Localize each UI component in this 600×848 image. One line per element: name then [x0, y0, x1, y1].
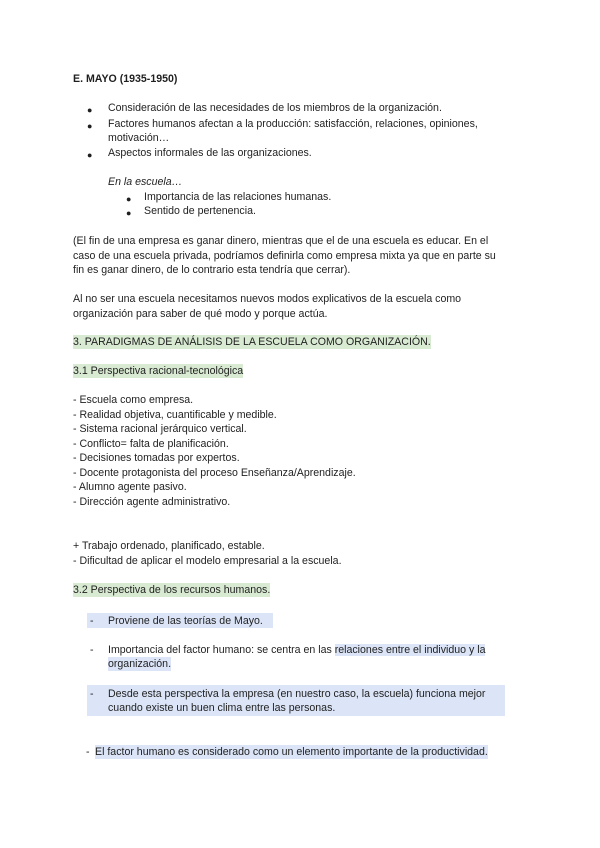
paragraph-line: (El fin de una empresa es ganar dinero, mientras que el de una escuela es educar. En el — [73, 235, 489, 247]
list-item: - Escuela como empresa. — [73, 394, 194, 406]
list-item: Proviene de las teorías de Mayo. — [108, 615, 263, 627]
list-item: - Decisiones tomadas por expertos. — [73, 452, 240, 464]
final-prefix: - — [86, 746, 90, 758]
pros-item: + Trabajo ordenado, planificado, estable. — [73, 540, 265, 552]
list-item: - Conflicto= falta de planificación. — [73, 438, 229, 450]
paragraph-line: caso de una escuela privada, podríamos definirla como empresa mixta ya que en parte su — [73, 250, 496, 262]
subsection-heading: 3.2 Perspectiva de los recursos humanos. — [73, 584, 271, 596]
list-item — [108, 643, 485, 657]
paragraph-line: organización para saber de qué modo y porque actúa. — [73, 308, 328, 320]
cons-item: - Dificultad de aplicar el modelo empresarial a la escuela. — [73, 555, 342, 567]
section-title: E. MAYO (1935-1950) — [73, 73, 178, 85]
sub-bullet-text: Sentido de pertenencia. — [144, 205, 256, 217]
list-item: - Realidad objetiva, cuantificable y medible. — [73, 409, 277, 421]
dash-marker: - — [90, 615, 94, 627]
list-item: - Sistema racional jerárquico vertical. — [73, 423, 247, 435]
dash-marker: - — [90, 644, 94, 656]
sub-bullet-icon: ● — [126, 208, 132, 218]
bullet-icon: ● — [87, 121, 93, 131]
sub-bullet-text: Importancia de las relaciones humanas. — [144, 191, 332, 203]
list-item: - Docente protagonista del proceso Enseñanza/Aprendizaje. — [73, 467, 356, 479]
section-heading: 3. PARADIGMAS DE ANÁLISIS DE LA ESCUELA COMO ORGANIZACIÓN. — [73, 336, 431, 348]
list-item: - Alumno agente pasivo. — [73, 481, 187, 493]
list-item: Desde esta perspectiva la empresa (en nuestro caso, la escuela) funciona mejor — [108, 688, 486, 700]
bullet-icon: ● — [87, 150, 93, 160]
bullet-text: Aspectos informales de las organizaciones. — [108, 147, 312, 159]
list-item-text: Importancia del factor humano: se centra en las — [108, 644, 335, 656]
bullet-icon: ● — [87, 105, 93, 115]
bullet-text-continuation: motivación… — [108, 132, 170, 144]
bullet-text: Factores humanos afectan a la producción: satisfacción, relaciones, opiniones, — [108, 118, 478, 130]
dash-marker: - — [90, 688, 94, 700]
bullet-text: Consideración de las necesidades de los miembros de la organización. — [108, 102, 442, 114]
paragraph-line: fin es ganar dinero, de lo contrario esta tendría que cerrar). — [73, 264, 351, 276]
final-statement: El factor humano es considerado como un elemento importante de la productividad. — [95, 746, 488, 758]
paragraph-line: Al no ser una escuela necesitamos nuevos modos explicativos de la escuela como — [73, 293, 462, 305]
sub-bullet-icon: ● — [126, 194, 132, 204]
highlighted-text: relaciones entre el individuo y la — [334, 644, 486, 656]
subsection-heading: 3.1 Perspectiva racional-tecnológica — [73, 365, 244, 377]
school-intro: En la escuela… — [108, 176, 183, 188]
list-item-continuation: organización. — [108, 658, 172, 670]
list-item-continuation: cuando existe un buen clima entre las personas. — [108, 702, 336, 714]
list-item: - Dirección agente administrativo. — [73, 496, 231, 508]
